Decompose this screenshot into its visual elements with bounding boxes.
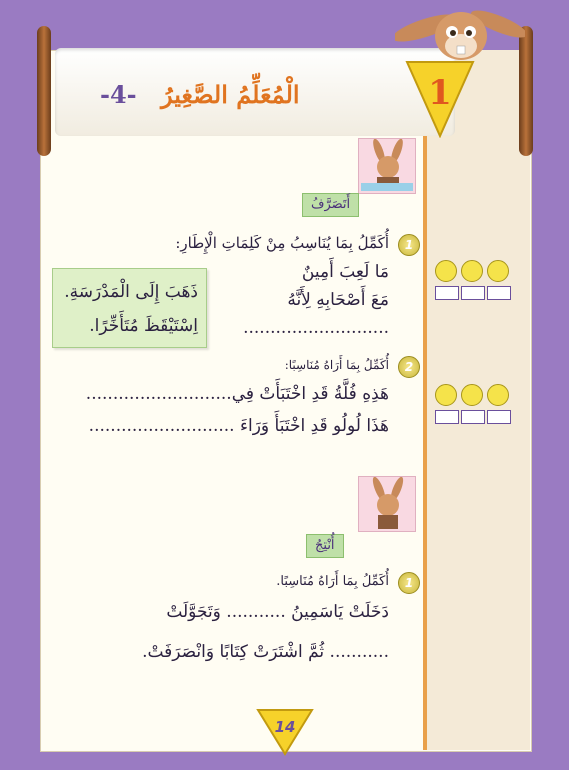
bunny-thumbnail-1 [358, 138, 416, 194]
page-number: 14 [274, 718, 296, 736]
neutral-face-icon[interactable] [461, 384, 483, 406]
eval-box-sad[interactable] [487, 286, 511, 300]
s2-line-2[interactable]: ........... ثُمَّ اشْتَرَتْ كِتَابًا وَانْصَرَفَتْ. [142, 642, 389, 662]
self-eval-faces-2 [435, 384, 515, 429]
eval-box-neutral[interactable] [461, 410, 485, 424]
title-text: الْمُعَلِّمُ الصَّغِيرُ [161, 80, 300, 109]
question-number-1: 1 [398, 234, 420, 256]
margin-divider [423, 50, 427, 750]
q1-line-1: مَا لَعِبَ أَمِينٌ [301, 262, 389, 282]
unit-badge-icon [405, 58, 475, 138]
q2-line-2[interactable]: هَذَا لُولُو قَدِ اخْتَبَأَ وَرَاءَ ........................... [88, 416, 389, 436]
page-title [100, 80, 410, 120]
neutral-face-icon[interactable] [461, 260, 483, 282]
lesson-number: -4- [100, 80, 137, 109]
scroll-pole-left [37, 26, 51, 156]
q2-line-1[interactable]: هَذِهِ فُلَّةُ قَدِ اخْتَبَأَتْ فِي........................... [85, 384, 389, 404]
unit-badge-number: 1 [428, 73, 452, 113]
q1-instruction: أُكَمِّلُ بِمَا يُنَاسِبُ مِنْ كَلِمَاتِ الْإِطَارِ: [175, 234, 389, 252]
s2-instruction: أُكَمِّلُ بِمَا أَرَاهُ مُنَاسِبًا. [276, 574, 389, 589]
q1-line-3[interactable]: ........................... [243, 318, 389, 338]
eval-box-sad[interactable] [487, 410, 511, 424]
page-number-badge [256, 706, 314, 756]
bunny-thumbnail-2 [358, 476, 416, 532]
bunny-reading-icon [359, 139, 415, 193]
eval-box-happy[interactable] [435, 410, 459, 424]
q2-instruction: أُكَمِّلُ بِمَا أَرَاهُ مُنَاسِبًا: [284, 358, 389, 372]
word-box-item-2: اِسْتَيْقَظَ مُتَأَخِّرًا. [89, 316, 198, 336]
happy-face-icon[interactable] [435, 384, 457, 406]
q1-line-2: مَعَ أَصْحَابِهِ لِأَنَّهُ [287, 290, 389, 310]
question-number-3: 1 [398, 572, 420, 594]
question-number-2: 2 [398, 356, 420, 378]
word-box-item-1: ذَهَبَ إِلَى الْمَدْرَسَةِ. [64, 282, 198, 302]
word-box [52, 268, 207, 348]
sad-face-icon[interactable] [487, 384, 509, 406]
happy-face-icon[interactable] [435, 260, 457, 282]
sad-face-icon[interactable] [487, 260, 509, 282]
bunny-sitting-icon [359, 477, 415, 531]
eval-box-neutral[interactable] [461, 286, 485, 300]
s2-line-1[interactable]: دَخَلَتْ يَاسَمِينُ ........... وَتَجَوَّلَتْ [166, 602, 389, 622]
eval-box-happy[interactable] [435, 286, 459, 300]
self-eval-faces-1 [435, 260, 515, 305]
section-tag-act: أَتَصَرَّفُ [302, 193, 359, 217]
section-tag-produce: أُنْتِجُ [306, 534, 344, 558]
